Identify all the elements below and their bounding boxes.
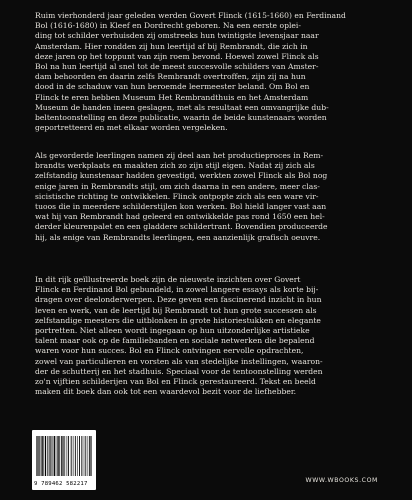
paragraph-line: dood in de schaduw van hun beroemde leermeester beland. Om Bol en <box>35 82 310 92</box>
paragraph-line: Flinck en Ferdinand Bol gebundeld, in zowel langere essays als korte bij- <box>35 285 319 295</box>
paragraph-line: Bol na hun leertijd al snel tot de meest succesvolle schilders van Amster- <box>35 62 319 72</box>
paragraph-line: sicistische richting te ontwikkelen. Flinck ontpopte zich als een ware vir- <box>35 191 319 201</box>
paragraph-line: zowel van particulieren en vorsten als van stedelijke instellingen, waaron- <box>35 356 323 366</box>
barcode-bar <box>83 436 84 476</box>
paragraph-line: leven en werk, van de leertijd bij Rembrandt tot hun grote successen als <box>35 305 317 315</box>
paragraph-line: der de schutterij en het stadhuis. Speciaal voor de tentoonstelling werden <box>35 366 323 376</box>
isbn-barcode <box>32 430 96 490</box>
paragraph-line: Museum de handen ineen geslagen, met als resultaat een omvangrijke dub- <box>35 102 329 112</box>
barcode-bar <box>89 436 90 476</box>
paragraph-line: zelfstandig kunstenaar hadden gevestigd, werkten zowel Flinck als Bol nog <box>35 171 328 181</box>
barcode-bar <box>91 436 92 476</box>
barcode-bar <box>81 436 82 476</box>
barcode-bar <box>90 436 91 476</box>
paragraph-line: enige jaren in Rembrandts stijl, om zich daarna in een andere, meer clas- <box>35 181 320 191</box>
barcode-bar <box>73 436 74 476</box>
paragraph-line: ding tot schilder verhuisden zij omstreeks hun twintigste levensjaar naar <box>35 31 319 41</box>
paragraph-line: tuoos die in meerdere schilderstijlen kon werken. Bol hield langer vast aan <box>35 202 327 212</box>
barcode-bar <box>38 436 39 476</box>
synopsis-paragraph-1 <box>35 11 377 133</box>
synopsis-paragraph-3 <box>35 275 377 397</box>
barcode-bar <box>39 436 40 476</box>
paragraph-line: maken dit boek dan ook tot een waardevol bezit voor de liefhebber. <box>35 387 297 397</box>
publisher-website: WWW.WBOOKS.COM <box>305 477 378 484</box>
paragraph-line: Amsterdam. Hier rondden zij hun leertijd af bij Rembrandt, die zich in <box>35 41 308 51</box>
barcode-bar <box>61 436 62 476</box>
barcode-bar <box>47 436 48 476</box>
paragraph-line: deze jaren op het toppunt van zijn roem bevond. Hoewel zowel Flinck als <box>35 51 319 61</box>
paragraph-line: beltentoonstelling en deze publicatie, waarin de beide kunstenaars worden <box>35 113 327 123</box>
paragraph-line: Bol (1616-1680) in Kleef en Dordrecht geboren. Na een eerste oplei- <box>35 21 301 31</box>
barcode-bar <box>63 436 64 476</box>
paragraph-line: dam behoorden en daarin zelfs Rembrandt overtroffen, zijn zij na hun <box>35 72 306 82</box>
barcode-bar <box>85 436 86 476</box>
barcode-bar <box>37 436 38 476</box>
barcode-bar <box>68 436 69 476</box>
barcode-bar <box>49 436 50 476</box>
synopsis-paragraph-2 <box>35 151 377 243</box>
barcode-bars <box>36 436 92 476</box>
paragraph-line: talent maar ook op de familiebanden en sociale netwerken die bepalend <box>35 336 315 346</box>
paragraph-line: dragen over deelonderwerpen. Deze geven een fascinerend inzicht in hun <box>35 295 322 305</box>
barcode-bar <box>75 436 76 476</box>
barcode-bar <box>67 436 68 476</box>
barcode-bar <box>42 436 43 476</box>
barcode-bar <box>45 436 46 476</box>
paragraph-line: Ruim vierhonderd jaar geleden werden Govert Flinck (1615-1660) en Ferdinand <box>35 11 346 20</box>
barcode-bar <box>56 436 57 476</box>
paragraph-line: waren voor hun succes. Bol en Flinck ontvingen eervolle opdrachten, <box>35 346 304 356</box>
barcode-bar <box>50 436 51 476</box>
paragraph-line: In dit rijk geïllustreerde boek zijn de nieuwste inzichten over Govert <box>35 275 301 284</box>
barcode-bar <box>57 436 58 476</box>
paragraph-line: zo'n vijftien schilderijen van Bol en Flinck gerestaureerd. Tekst en beeld <box>35 377 316 387</box>
barcode-bar <box>58 436 59 476</box>
barcode-bar <box>71 436 72 476</box>
barcode-bar <box>62 436 63 476</box>
paragraph-line: wat hij van Rembrandt had geleerd en ontwikkelde pas rond 1650 een hel- <box>35 212 325 222</box>
barcode-bar <box>36 436 37 476</box>
paragraph-line: zelfstandige meesters die uitblonken in grote historiestukken en elegante <box>35 315 321 325</box>
paragraph-line: derder kleurenpalet en een gladdere schildertrant. Bovendien produceerde <box>35 222 328 232</box>
barcode-bar <box>54 436 55 476</box>
paragraph-line: brandts werkplaats en maakten zich zo zijn stijl eigen. Nadat zij zich als <box>35 161 315 171</box>
barcode-bar <box>52 436 53 476</box>
barcode-bar <box>87 436 88 476</box>
paragraph-line: Flinck te eren hebben Museum Het Rembrandthuis en het Amsterdam <box>35 92 309 102</box>
barcode-bar <box>41 436 42 476</box>
paragraph-line: Als gevorderde leerlingen namen zij deel aan het productieproces in Rem- <box>35 151 324 160</box>
barcode-bar <box>79 436 80 476</box>
paragraph-line: hij, als enige van Rembrandts leerlingen, een aanzienlijk grafisch oeuvre. <box>35 232 321 242</box>
paragraph-line: geportretteerd en met elkaar worden vergeleken. <box>35 123 228 133</box>
paragraph-line: portretten. Niet alleen wordt ingegaan op hun uitzonderlijke artistieke <box>35 326 310 336</box>
barcode-bar <box>65 436 66 476</box>
isbn-number: 9 789462 582217 <box>34 481 88 487</box>
barcode-bar <box>77 436 78 476</box>
